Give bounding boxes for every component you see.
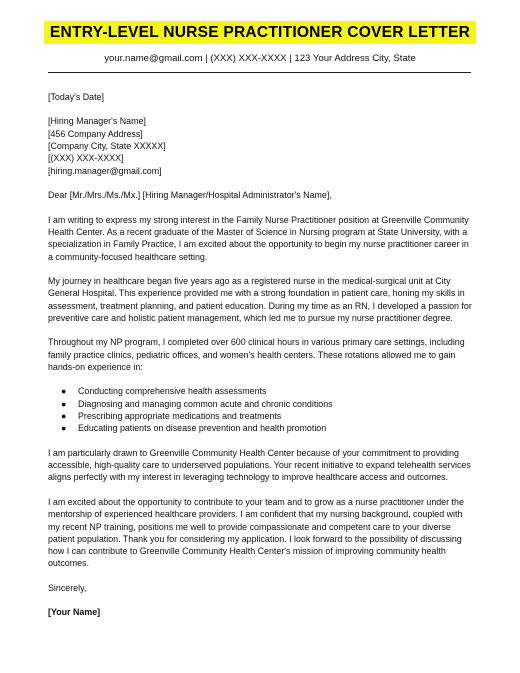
list-item bbox=[48, 385, 474, 397]
bullet-icon: ● bbox=[61, 411, 67, 422]
header-divider bbox=[48, 72, 471, 73]
document-title: ENTRY-LEVEL NURSE PRACTITIONER COVER LETTER bbox=[44, 21, 476, 44]
bullet-icon: ● bbox=[61, 386, 67, 397]
list-item bbox=[48, 422, 474, 434]
letter-date: [Today's Date] bbox=[48, 92, 104, 102]
recipient-phone: [(XXX) XXX-XXXX] bbox=[48, 153, 124, 164]
bullet-icon: ● bbox=[61, 398, 67, 409]
list-item-text: Conducting comprehensive health assessments bbox=[78, 386, 267, 397]
paragraph-intro: I am writing to express my strong interest in the Family Nurse Practitioner position at Greenville Community Health Center. As a recent graduate of the Master of Science in Nursing program at State University, with a specialization in Family Practice, I am excited about the opportunity to begin my nurse practitioner career in a community-focused healthcare setting. bbox=[48, 214, 469, 262]
paragraph-closing: I am excited about the opportunity to contribute to your team and to grow as a nurse practitioner under the mentorship of experienced healthcare providers. I am confident that my nursing background, coupled with my recent NP training, positions me well to provide compassionate and competent care to your diverse patient population. Thank you for considering my application. I look forward to the possibility of discussing how I can contribute to Greenville Community Health Center's mission of improving community health outcomes. bbox=[48, 496, 464, 569]
closing: Sincerely, bbox=[48, 582, 87, 593]
recipient-name: [Hiring Manager's Name] bbox=[48, 116, 146, 127]
paragraph-experience: My journey in healthcare began five years ago as a registered nurse in the medical-surgical unit at City General Hospital. This experience provided me with a strong foundation in patient care, honing my skills in assessment, treatment planning, and patient education. During my time as an RN, I developed a passion for preventive care and holistic patient management, which led me to pursue my nurse practitioner degree. bbox=[48, 276, 472, 323]
salutation: Dear [Mr./Mrs./Ms./Mx.] [Hiring Manager/Hospital Administrator's Name], bbox=[48, 190, 332, 201]
paragraph-clinical: Throughout my NP program, I completed over 600 clinical hours in various primary care settings, including family practice clinics, pediatric offices, and women's health centers. These rotations allowed me to gain hands-on experience in: bbox=[48, 337, 465, 372]
title-container bbox=[0, 21, 520, 44]
list-item-text: Prescribing appropriate medications and treatments bbox=[78, 411, 282, 422]
recipient-city: [Company City, State XXXXX] bbox=[48, 141, 166, 152]
signature: [Your Name] bbox=[48, 607, 101, 618]
list-item-text: Educating patients on disease prevention and health promotion bbox=[78, 423, 327, 434]
skills-list bbox=[48, 385, 474, 434]
list-item-text: Diagnosing and managing common acute and chronic conditions bbox=[78, 398, 333, 409]
recipient-email: [hiring.manager@gmail.com] bbox=[48, 165, 162, 176]
list-item bbox=[48, 410, 474, 422]
contact-line: your.name@gmail.com | (XXX) XXX-XXXX | 123 Your Address City, State bbox=[104, 53, 416, 64]
list-item bbox=[48, 398, 474, 410]
bullet-icon: ● bbox=[61, 423, 67, 434]
recipient-address: [456 Company Address] bbox=[48, 128, 143, 139]
letter-body bbox=[48, 91, 474, 631]
paragraph-motivation: I am particularly drawn to Greenville Community Health Center because of your commitment to providing accessible, high-quality care to underserved populations. Your recent initiative to expand telehealth services aligns perfectly with my interest in leveraging technology to improve healthcare access and outcomes. bbox=[48, 447, 471, 483]
recipient-block bbox=[48, 115, 474, 176]
